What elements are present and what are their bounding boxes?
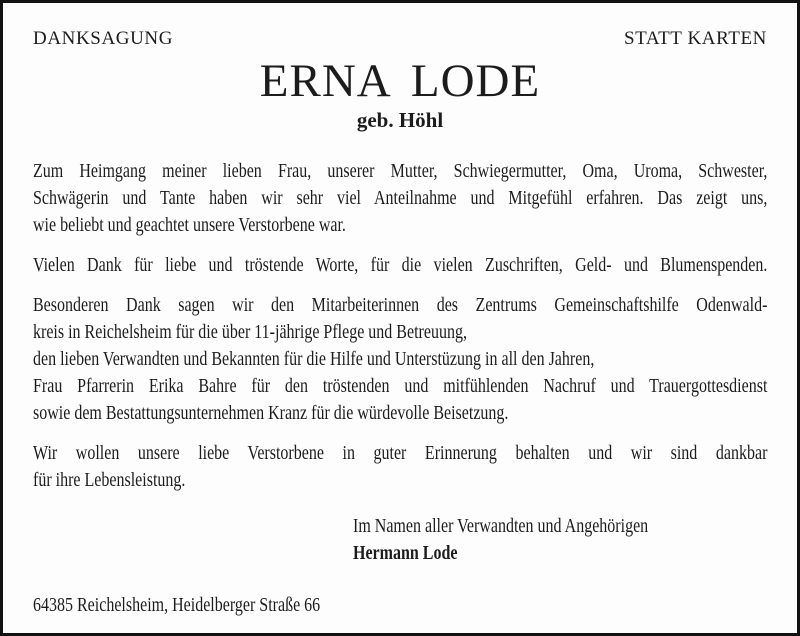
text-line: Besonderen Dank sagen wir den Mitarbeiterinnen des Zentrums Gemeinschaftshilfe Odenwald- bbox=[33, 294, 768, 316]
birth-name-subtitle: geb. Höhl bbox=[356, 108, 444, 132]
text-line: Schwägerin und Tante haben wir sehr viel Anteilnahme und Mitgefühl erfahren. Das zeigt uns, bbox=[33, 187, 768, 209]
text-line: Vielen Dank für liebe und tröstende Worte, für die vielen Zuschriften, Geld- und Blumenspenden. bbox=[33, 254, 768, 276]
statt-karten-label: STATT KARTEN bbox=[624, 28, 767, 49]
text-line: Wir wollen unsere liebe Verstorbene in guter Erinnerung behalten und wir sind dankbar bbox=[33, 442, 768, 464]
text-line: für ihre Lebensleistung. bbox=[33, 469, 186, 491]
address-line: 64385 Reichelsheim, Heidelberger Straße 66 bbox=[33, 594, 321, 616]
paragraph-thanks-special bbox=[33, 292, 767, 427]
text-line: kreis in Reichelsheim für die über 11-jährige Pflege und Betreuung, bbox=[33, 321, 467, 343]
text-line: Zum Heimgang meiner lieben Frau, unserer Mutter, Schwiegermutter, Oma, Uroma, Schwester, bbox=[33, 160, 768, 182]
signature-block bbox=[353, 513, 767, 567]
signature-on-behalf-line: Im Namen aller Verwandten und Angehörigen bbox=[353, 515, 649, 537]
text-line: wie beliebt und geachtet unsere Verstorbene war. bbox=[33, 214, 346, 236]
signer-name: Hermann Lode bbox=[353, 542, 458, 564]
text-line: den lieben Verwandten und Bekannten für die Hilfe und Unterstüzung in all den Jahren, bbox=[33, 348, 595, 370]
notice-type-label: DANKSAGUNG bbox=[33, 28, 174, 49]
header-row bbox=[33, 28, 767, 50]
paragraph-remembrance bbox=[33, 440, 767, 494]
notice-body bbox=[33, 158, 767, 619]
paragraph-thanks-general bbox=[33, 252, 767, 279]
text-line: sowie dem Bestattungsunternehmen Kranz für die würdevolle Beisetzung. bbox=[33, 402, 509, 424]
paragraph-condolence bbox=[33, 158, 767, 239]
text-line: Frau Pfarrerin Erika Bahre für den tröstenden und mitfühlenden Nachruf und Trauergottesdienst bbox=[33, 375, 768, 397]
deceased-name-title: ERNA LODE bbox=[259, 55, 541, 107]
